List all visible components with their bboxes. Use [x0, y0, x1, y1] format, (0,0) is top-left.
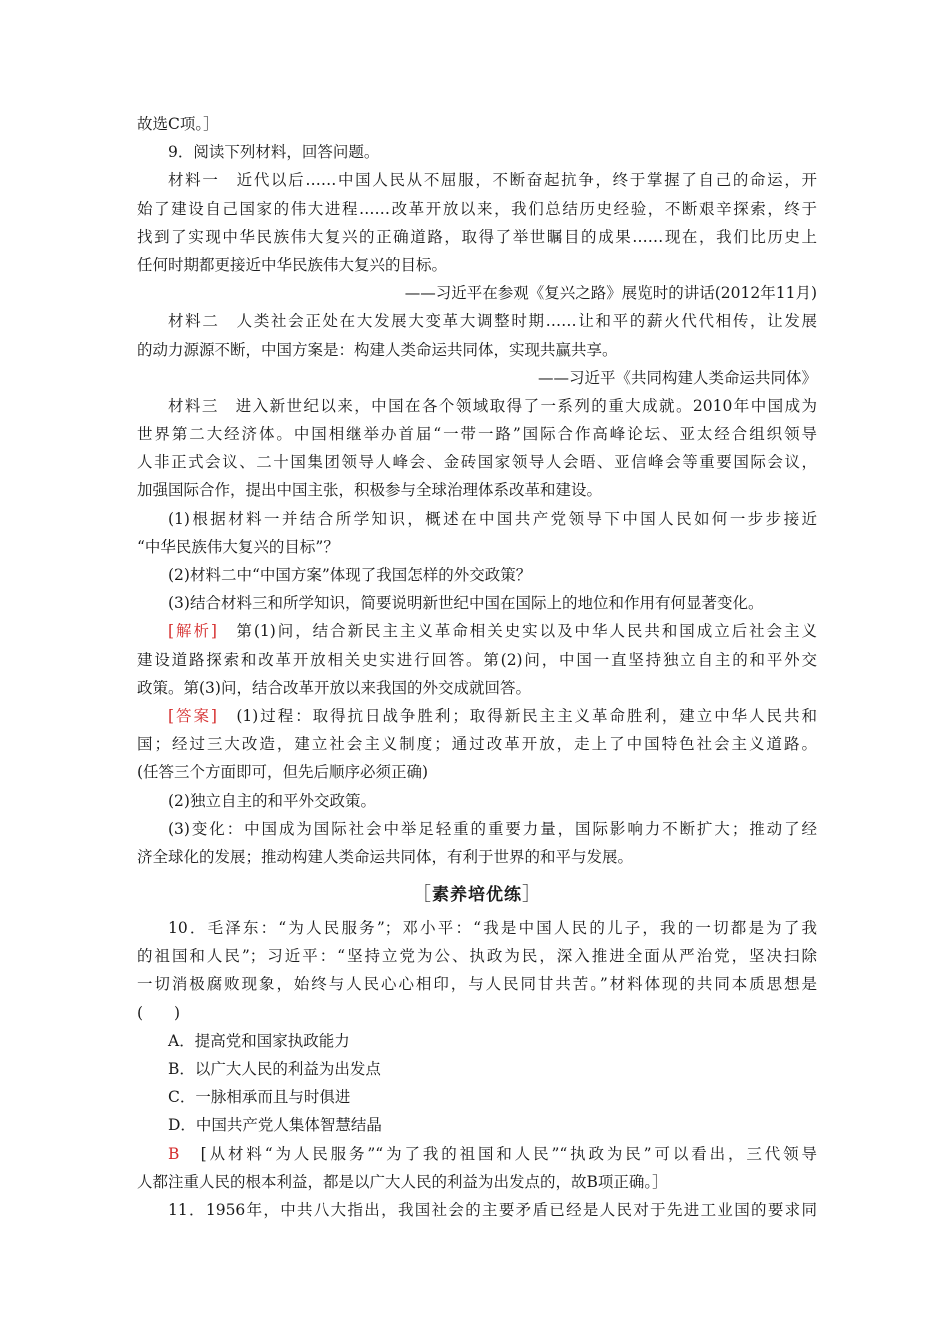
- answer-tag: [答案]: [168, 706, 217, 725]
- answer-line: (任答三个方面即可，但先后顺序必须正确): [137, 763, 429, 782]
- question-10-blank: ( ): [137, 1003, 181, 1022]
- answer-line: (3)变化：中国成为国际社会中举足轻重的重要力量，国际影响力不断扩大；推动了经: [168, 819, 817, 838]
- material-1-source: ——习近平在参观《复兴之路》展览时的讲话(2012年11月): [404, 284, 817, 303]
- material-2-source: ——习近平《共同构建人类命运共同体》: [537, 368, 817, 387]
- question-10-stem: 的祖国和人民”；习近平：“坚持立党为公、执政为民，深入推进全面从严治党，坚决扫除: [137, 947, 817, 966]
- answer-line: [137, 702, 817, 730]
- answer-line: (2)独立自主的和平外交政策。: [168, 791, 376, 810]
- sub-question-1-cont: “中华民族伟大复兴的目标”？: [137, 537, 339, 556]
- answer-line: 国；经过三大改造，建立社会主义制度；通过改革开放，走上了中国特色社会主义道路。: [137, 735, 817, 754]
- option-d: D．中国共产党人集体智慧结晶: [168, 1116, 382, 1135]
- section-title: 素养培优练: [432, 885, 522, 906]
- material-3-line: 加强国际合作，提出中国主张，积极参与全球治理体系改革和建设。: [137, 481, 603, 500]
- question-10-answer: [137, 1140, 817, 1168]
- question-10-stem: 一切消极腐败现象，始终与人民心心相印，与人民同甘共苦。”材料体现的共同本质思想是: [137, 975, 817, 994]
- sub-question-3: (3)结合材料三和所学知识，简要说明新世纪中国在国际上的地位和作用有何显著变化。: [168, 594, 764, 613]
- analysis-line: [137, 617, 817, 645]
- left-bracket-icon: ［: [411, 883, 432, 906]
- answer-text: (1)过程：取得抗日战争胜利；取得新民主主义革命胜利，建立中华人民共和: [216, 706, 817, 725]
- material-2-line: 材料二 人类社会正处在大发展大变革大调整时期……让和平的薪火代代相传，让发展: [168, 312, 817, 331]
- analysis-text: 第(1)问，结合新民主主义革命相关史实以及中华人民共和国成立后社会主义: [216, 622, 817, 641]
- analysis-line: 建设道路探索和改革开放相关史实进行回答。第(2)问，中国一直坚持独立自主的和平外交: [137, 650, 817, 669]
- material-2-line: 的动力源源不断，中国方案是：构建人类命运共同体，实现共赢共享。: [137, 340, 618, 359]
- material-3-line: 世界第二大经济体。中国相继举办首届“一带一路”国际合作高峰论坛、亚太经合组织领导: [137, 425, 817, 444]
- question-9-stem: 9．阅读下列材料，回答问题。: [168, 143, 380, 162]
- document-page: [137, 110, 817, 1224]
- material-3-line: 材料三 进入新世纪以来，中国在各个领域取得了一系列的重大成就。2010年中国成为: [168, 396, 817, 415]
- material-1-line: 始了建设自己国家的伟大进程……改革开放以来，我们总结历史经验，不断艰辛探索，终于: [137, 199, 817, 218]
- material-1-line: 材料一 近代以后……中国人民从不屈服，不断奋起抗争，终于掌握了自己的命运，开: [168, 171, 817, 190]
- answer-letter: B: [168, 1144, 180, 1163]
- material-1-line: 任何时期都更接近中华民族伟大复兴的目标。: [137, 255, 448, 274]
- question-10-explanation: [从材料“为人民服务”“为了我的祖国和人民”“执政为民”可以看出，三代领导: [179, 1144, 817, 1163]
- sub-question-2: (2)材料二中“中国方案”体现了我国怎样的外交政策？: [168, 566, 532, 584]
- material-3-line: 人非正式会议、二十国集团领导人峰会、金砖国家领导人会晤、亚信峰会等重要国际会议，: [137, 453, 817, 472]
- option-c: C．一脉相承而且与时俱进: [168, 1088, 351, 1107]
- section-heading: [137, 879, 817, 910]
- question-10-stem: 10．毛泽东：“为人民服务”；邓小平：“我是中国人民的儿子，我的一切都是为了我: [168, 919, 817, 938]
- option-b: B．以广大人民的利益为出发点: [168, 1060, 381, 1078]
- right-bracket-icon: ］: [522, 883, 543, 906]
- analysis-line: 政策。第(3)问，结合改革开放以来我国的外交成就回答。: [137, 678, 531, 697]
- sub-question-1: (1)根据材料一并结合所学知识，概述在中国共产党领导下中国人民如何一步步接近: [168, 509, 817, 528]
- material-1-line: 找到了实现中华民族伟大复兴的正确道路，取得了举世瞩目的成果……现在，我们比历史上: [137, 227, 817, 246]
- answer-tail-line: 故选C项。］: [137, 115, 219, 133]
- answer-line: 济全球化的发展；推动构建人类命运共同体，有利于世界的和平与发展。: [137, 847, 634, 866]
- analysis-tag: [解析]: [168, 622, 217, 641]
- question-10-explanation-cont: 人都注重人民的根本利益，都是以广大人民的利益为出发点的，故B项正确。］: [137, 1172, 668, 1191]
- option-a: A．提高党和国家执政能力: [168, 1031, 350, 1050]
- question-11-stem: 11．1956年，中共八大指出，我国社会的主要矛盾已经是人民对于先进工业国的要求同: [168, 1200, 817, 1219]
